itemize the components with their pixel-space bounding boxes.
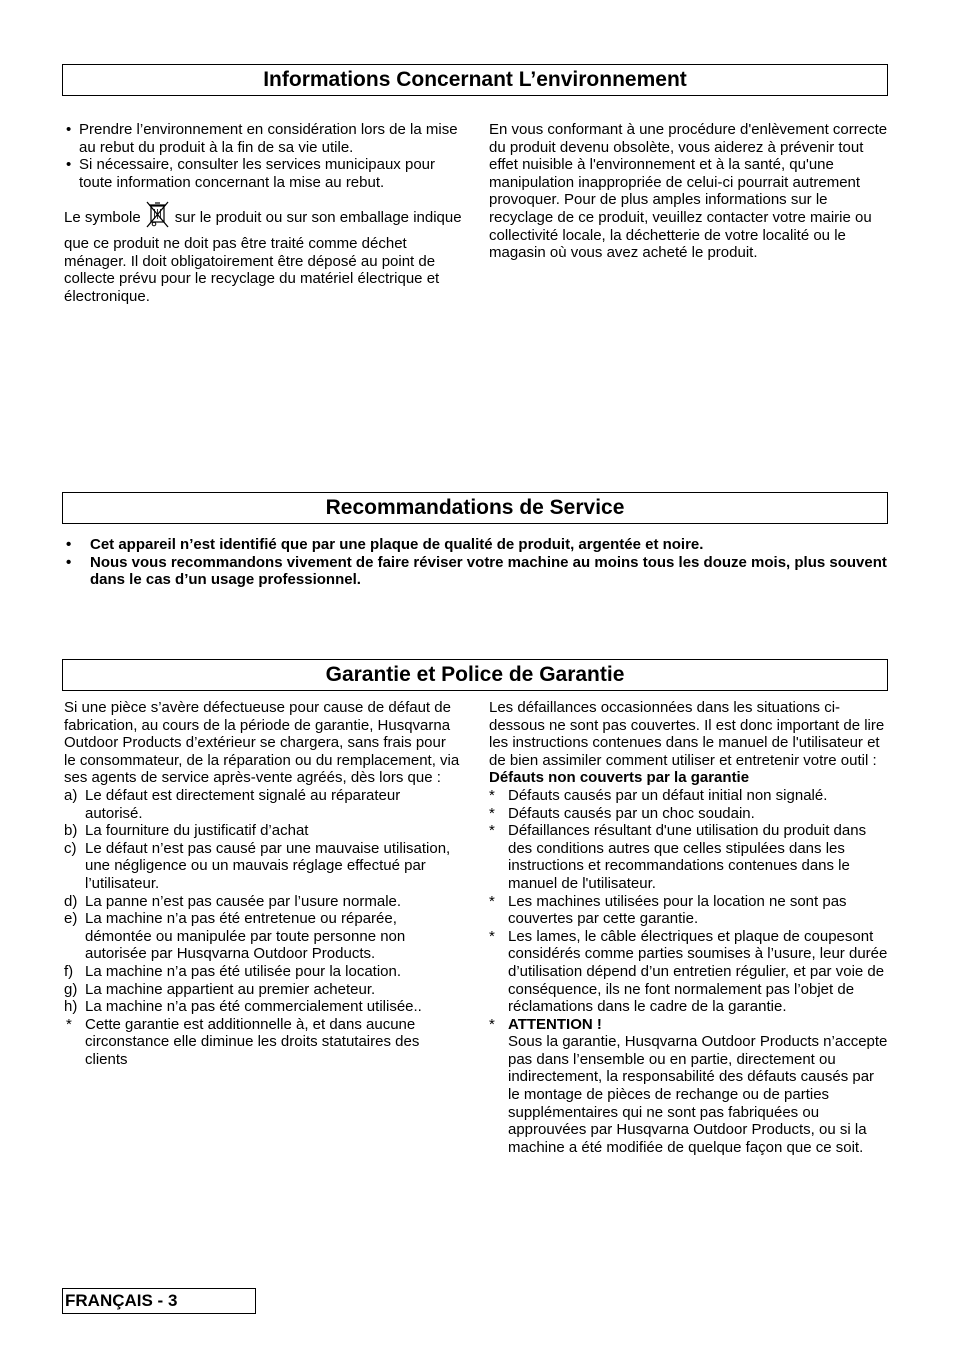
env-bullet: • Prendre l’environnement en considération lors de la mise au rebut du produit à la fin de sa vie utile. [66,121,458,156]
service-bullet: • Nous vous recommandons vivement de faire réviser votre machine au moins tous les douze mois, plus souvent dans le cas d’un usage professionnel. [66,553,887,589]
warranty-section-title: Garantie et Police de Garantie [62,659,888,691]
env-left-column [64,121,464,305]
service-section-title: Recommandations de Service [62,492,888,524]
warranty-intro: Si une pièce s’avère défectueuse pour cause de défaut de fabrication, au cours de la période de garantie, Husqvarna Outdoor Products d’extérieur se chargera, sans frais pour le consommateur, de la réparation ou du remplacement, via ses agents de service après-vente agréés, dès lors que : [64,699,460,787]
env-section-title: Informations Concernant L’environnement [62,64,888,96]
page-footer-label: FRANÇAIS - 3 [62,1288,256,1314]
service-bullets [62,536,888,589]
attention-text: Sous la garantie, Husqvarna Outdoor Products n’accepte pas dans l’ensemble ou en partie, directement ou indirectement, la responsabilité des défauts causés par le montage de pièces de rechange ou de parties supplémentaires qui ne sont pas fabriquées ou approuvées par Husqvarna Outdoor Products, ou si la machine a été modifiée de quelque façon que ce soit. [508,1033,888,1156]
exclusion-item: * Défaillances résultant d'une utilisation du produit dans des conditions autres que celles stipulées dans les instructions et recommandations contenues dans le manuel de l'utilisateur. [489,822,867,892]
exclusion-item: * Défauts causés par un choc soudain. [489,804,755,822]
warranty-condition: f) La machine n’a pas été utilisée pour la location. [64,962,402,980]
bullet-mark: • [66,553,72,571]
bullet-mark: • [66,536,72,553]
exclusion-item: * Les lames, le câble électriques et plaque de coupesont considérés comme parties soumises à l’usure, leur durée d’utilisation dépend d’un entretien régulier, et par voie de conséquence, ils ne font normalement pas l’objet de réclamations dans le cadre de la garantie. [489,927,888,1016]
env-symbol-paragraph: Le symbole sur le produit ou sur son emballage indique que ce produit ne doit pas être traité comme déchet ménager. Il doit obligatoirement être déposé au point de collecte prévu pour le recyclage du matériel électrique et électronique. [64,200,464,305]
warranty-condition: d) La panne n’est pas causée par l’usure normale. [64,892,402,910]
env-right-column [489,121,889,262]
warranty-right-column [489,699,889,1156]
warranty-condition: b) La fourniture du justificatif d’achat [64,822,309,840]
warranty-condition: c) Le défaut n’est pas causé par une mauvaise utilisation, une négligence ou un mauvais réglage effectué par l’utilisateur. [64,839,451,892]
warranty-condition: h) La machine n’a pas été commercialement utilisée.. [64,998,422,1016]
env-right-paragraph: En vous conformant à une procédure d'enlèvement correcte du produit devenu obsolète, vous aiderez à prévenir tout effet nuisible à l'environnement et à la santé, qu'une manipulation inappropriée de celui-ci pourrait autrement provoquer. Pour de plus amples informations sur le recyclage de ce produit, veuillez contacter votre mairie ou collectivité locale, la déchetterie de votre localité ou le magasin où vous avez acheté le produit. [489,121,888,262]
attention-item: * ATTENTION ! Sous la garantie, Husqvarna Outdoor Products n’accepte pas dans l’ensemble ou en partie, directement ou indirectement, la responsabilité des défauts causés par le montage de pièces de rechange ou de parties supplémentaires qui ne sont pas fabriquées ou approuvées par Husqvarna Outdoor Products, ou si la machine a été modifiée de quelque façon que ce soit. [489,1015,888,1156]
crossed-out-wheelie-bin-icon [145,200,171,235]
service-bullet: • Cet appareil n’est identifié que par une plaque de qualité de produit, argentée et noire. [66,536,704,553]
warranty-condition: e) La machine n’a pas été entretenue ou réparée, démontée ou manipulée par toute personne non autorisée par Husqvarna Outdoor Products. [64,910,406,963]
exclusions-heading: Défauts non couverts par la garantie [489,769,750,787]
bullet-mark: • [66,156,72,174]
warranty-condition: a) Le défaut est directement signalé au réparateur autorisé. [64,786,401,822]
warranty-right-intro: Les défaillances occasionnées dans les situations ci-dessous ne sont pas couvertes. Il est donc important de lire les instructions contenues dans le manuel de l'utilisateur et de bien assimiler comment utiliser et entretenir votre outil : [489,699,885,769]
env-bullet: • Si nécessaire, consulter les services municipaux pour toute information concernant la mise au rebut. [66,156,435,191]
bullet-mark: • [66,121,72,138]
warranty-condition: * Cette garantie est additionnelle à, et dans aucune circonstance elle diminue les droits statutaires des clients [66,1015,420,1068]
attention-label: ATTENTION ! [508,1015,602,1033]
exclusion-item: * Défauts causés par un défaut initial non signalé. [489,786,828,804]
warranty-left-column [64,699,460,1068]
exclusion-item: * Les machines utilisées pour la location ne sont pas couvertes par cette garantie. [489,892,847,928]
warranty-condition: g) La machine appartient au premier acheteur. [64,980,376,998]
